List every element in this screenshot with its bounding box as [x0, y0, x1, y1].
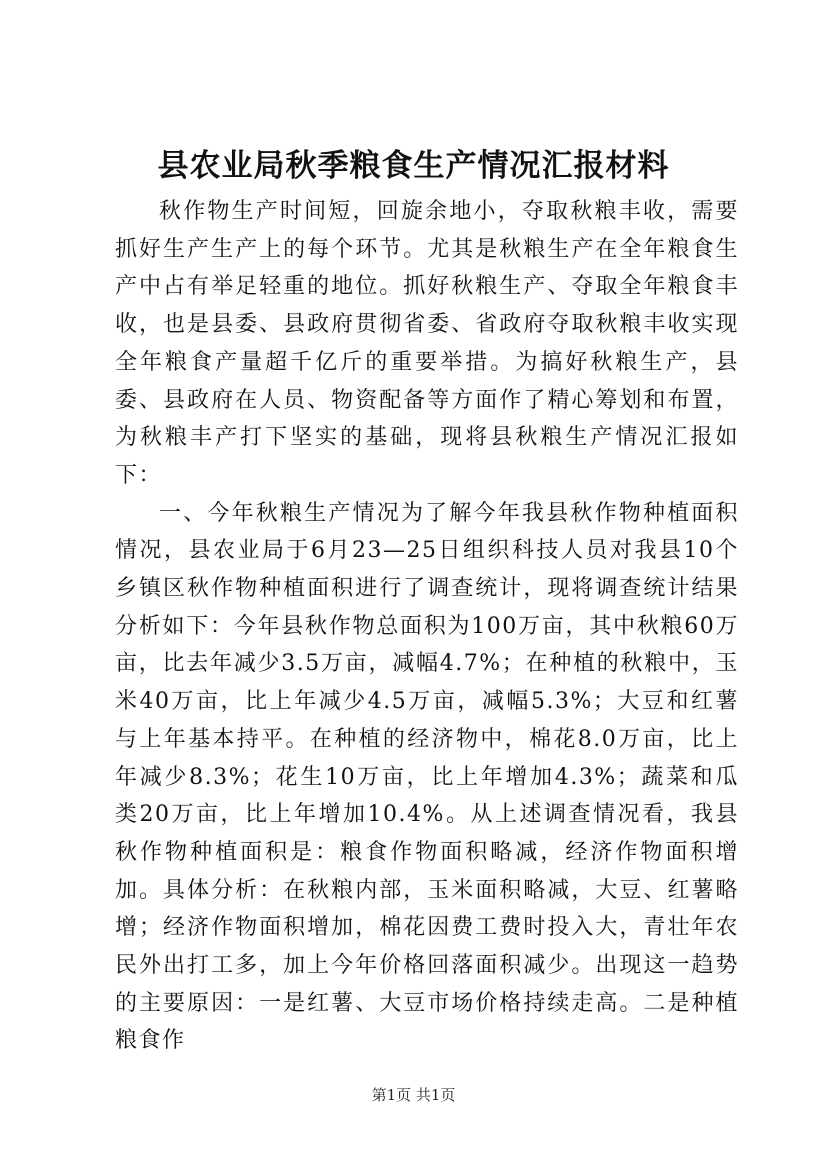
page-footer: 第1页 共1页	[371, 1086, 456, 1104]
paragraph-intro: 秋作物生产时间短，回旋余地小，夺取秋粮丰收，需要抓好生产生产上的每个环节。尤其是秋粮生产在全年粮食生产中占有举足轻重的地位。抓好秋粮生产、夺取全年粮食丰收，也是县委、县政府贯彻省委、省政府夺取秋粮丰收实现全年粮食产量超千亿斤的重要举措。为搞好秋粮生产，县委、县政府在人员、物资配备等方面作了精心筹划和布置，为秋粮丰产打下坚实的基础，现将县秋粮生产情况汇报如下：	[115, 199, 739, 488]
paragraph-section-one: 一、今年秋粮生产情况为了解今年我县秋作物种植面积情况，县农业局于6月23—25日组织科技人员对我县10个乡镇区秋作物种植面积进行了调查统计，现将调查统计结果分析如下：今年县秋作物总面积为100万亩，其中秋粮60万亩，比去年减少3.5万亩，减幅4.7%；在种植的秋粮中，玉米40万亩，比上年减少4.5万亩，减幅5.3%；大豆和红薯与上年基本持平。在种植的经济物中，棉花8.0万亩，比上年减少8.3%；花生10万亩，比上年增加4.3%；蔬菜和瓜类20万亩，比上年增加10.4%。从上述调查情况看，我县秋作物种植面积是：粮食作物面积略减，经济作物面积增加。具体分析：在秋粮内部，玉米面积略减，大豆、红薯略增；经济作物面积增加，棉花因费工费时投入大，青壮年农民外出打工多，加上今年价格回落面积减少。出现这一趋势的主要原因：一是红薯、大豆市场价格持续走高。二是种植粮食作	[115, 500, 739, 1054]
document-body	[115, 193, 739, 1060]
page-title: 县农业局秋季粮食生产情况汇报材料	[157, 148, 670, 184]
